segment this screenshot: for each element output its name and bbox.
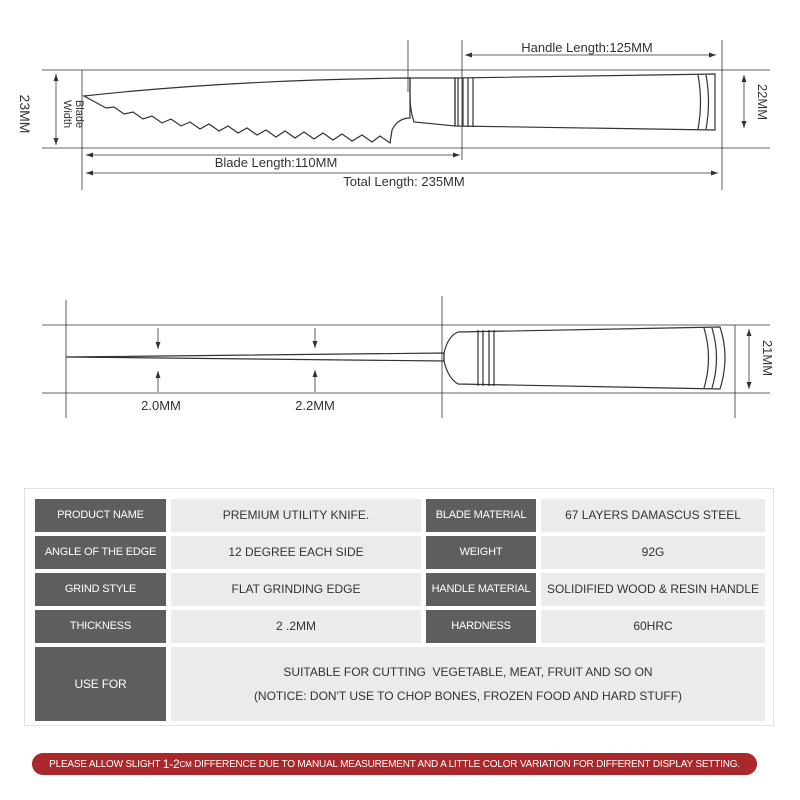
knife-side-view [42, 40, 770, 190]
spec-value-blade-material: 67 LAYERS DAMASCUS STEEL [541, 499, 765, 532]
blade-length-label: Blade Length:110MM [214, 155, 338, 170]
blade-width-caption-line: Blade [73, 99, 85, 129]
spec-label-angle: ANGLE OF THE EDGE [35, 536, 166, 569]
top-handle-outline [444, 327, 725, 389]
use-for-line-1: SUITABLE FOR CUTTING VEGETABLE, MEAT, FRUIT AND SO ON [283, 664, 653, 679]
top-dimension-arrows [158, 328, 749, 392]
total-length-label: Total Length: 235MM [343, 174, 465, 189]
handle-bands [458, 75, 709, 129]
handle-thickness-label: 21MM [760, 339, 775, 377]
blade-width-caption-line: Width [61, 99, 73, 129]
spec-value-grind: FLAT GRINDING EDGE [171, 573, 421, 606]
blade-width-caption [61, 100, 85, 128]
spec-label-thickness: THICKNESS [35, 610, 166, 643]
blade-outline [84, 78, 410, 143]
side-extension-lines [42, 40, 770, 190]
top-handle-bands [478, 328, 717, 388]
spec-value-weight: 92G [541, 536, 765, 569]
notice-prefix: PLEASE ALLOW SLIGHT [49, 758, 163, 770]
spec-value-use-for [171, 647, 765, 721]
spec-value-thickness: 2 .2MM [171, 610, 421, 643]
spec-label-weight: WEIGHT [426, 536, 536, 569]
spec-label-product-name: PRODUCT NAME [35, 499, 166, 532]
spec-value-product-name: PREMIUM UTILITY KNIFE. [171, 499, 421, 532]
spec-label-hardness: HARDNESS [426, 610, 536, 643]
blade-width-value-label: 23MM [17, 94, 33, 134]
spec-label-handle-material: HANDLE MATERIAL [426, 573, 536, 606]
notice-suffix: DIFFERENCE DUE TO MANUAL MEASUREMENT AND A LITTLE COLOR VARIATION FOR DIFFERENT DISPLAY SETTING. [191, 758, 740, 770]
measurement-notice-banner [32, 753, 757, 775]
spec-value-hardness: 60HRC [541, 610, 765, 643]
spec-label-use-for: USE FOR [35, 647, 166, 721]
blade-bolster [410, 78, 455, 126]
top-dimension-labels [141, 340, 775, 413]
handle-length-label: Handle Length:125MM [521, 40, 653, 55]
side-dimension-labels [17, 40, 770, 189]
handle-height-label: 22MM [755, 83, 770, 121]
side-dimension-arrows [56, 55, 744, 173]
spec-table [24, 488, 774, 726]
spec-label-grind: GRIND STYLE [35, 573, 166, 606]
tip-thickness-label: 2.0MM [141, 398, 181, 413]
notice-unit: CM [179, 759, 192, 769]
notice-highlight: 1-2 [162, 757, 180, 771]
spine-thickness-label: 2.2MM [295, 398, 335, 413]
spec-value-angle: 12 DEGREE EACH SIDE [171, 536, 421, 569]
spec-value-handle-material: SOLIDIFIED WOOD & RESIN HANDLE [541, 573, 765, 606]
use-for-line-2: (NOTICE: DON'T USE TO CHOP BONES, FROZEN FOOD AND HARD STUFF) [253, 688, 683, 703]
spec-label-blade-material: BLADE MATERIAL [426, 499, 536, 532]
blade-spine [66, 353, 444, 361]
handle-outline [455, 74, 715, 130]
